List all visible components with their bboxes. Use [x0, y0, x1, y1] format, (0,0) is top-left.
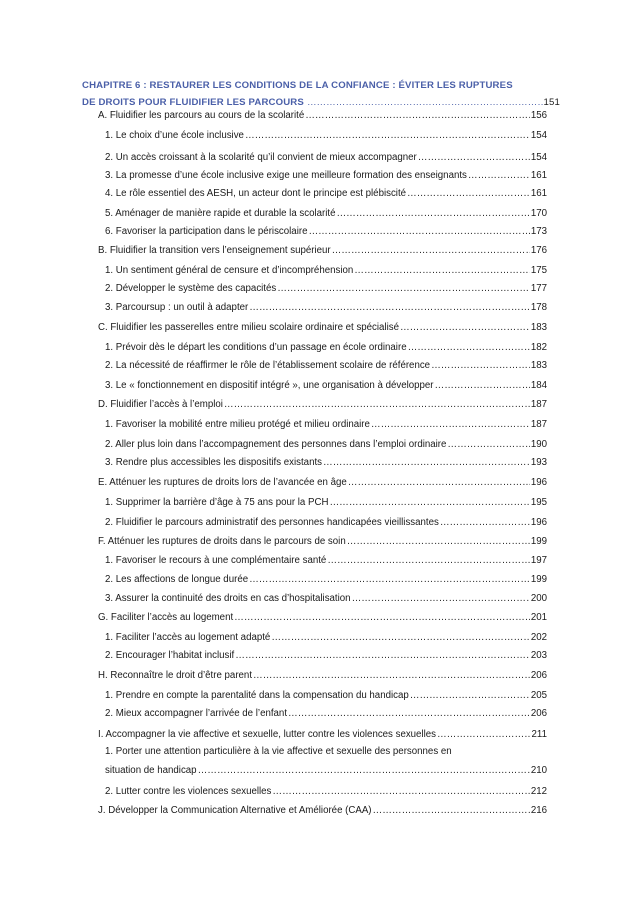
leader-dots: [336, 208, 529, 220]
leader-dots: [272, 786, 529, 798]
toc-subsection-entry[interactable]: [105, 380, 547, 392]
toc-page-number: 178: [530, 302, 547, 313]
toc-page-number: 206: [530, 670, 547, 681]
toc-entry-line[interactable]: 1. Porter une attention particulière à la vie affective et sexuelle des personnes en: [105, 746, 452, 757]
toc-section-entry[interactable]: [98, 670, 547, 682]
toc-section-entry[interactable]: [98, 805, 547, 817]
toc-subsection-entry[interactable]: [105, 786, 547, 798]
toc-page-number: 170: [530, 208, 547, 219]
toc-page-number: 200: [530, 593, 547, 604]
toc-entry-label: 3. La promesse d’une école inclusive exige une meilleure formation des enseignants: [105, 170, 467, 181]
leader-dots: [249, 574, 530, 586]
toc-page-number: 154: [530, 152, 547, 163]
toc-page-number: 211: [531, 729, 547, 740]
toc-section-entry[interactable]: [98, 110, 547, 122]
leader-dots: [408, 342, 530, 354]
toc-subsection-entry[interactable]: [105, 555, 547, 567]
toc-entry-label: 1. Favoriser le recours à une complémentaire santé: [105, 555, 327, 566]
leader-dots: [253, 670, 530, 682]
toc-page-number: 173: [530, 226, 547, 237]
leader-dots: [347, 536, 530, 548]
leader-dots: [288, 708, 530, 720]
leader-dots: [329, 497, 529, 509]
toc-section-entry[interactable]: [98, 612, 547, 624]
toc-page-number: 184: [530, 380, 547, 391]
toc-entry-label: 1. Prévoir dès le départ les conditions d’un passage en école ordinaire: [105, 342, 407, 353]
toc-entry-label: situation de handicap: [105, 765, 197, 776]
toc-subsection-entry[interactable]: [105, 497, 547, 509]
toc-entry-label: 2. Encourager l’habitat inclusif: [105, 650, 235, 661]
toc-subsection-entry[interactable]: [105, 342, 547, 354]
leader-dots: [307, 94, 543, 111]
toc-section-entry[interactable]: [98, 729, 547, 741]
leader-dots: [373, 805, 530, 817]
leader-dots: [224, 399, 530, 411]
toc-subsection-entry[interactable]: [105, 152, 547, 164]
toc-entry-label: I. Accompagner la vie affective et sexuelle, lutter contre les violences sexuelles: [98, 729, 436, 740]
leader-dots: [234, 612, 530, 624]
toc-subsection-entry[interactable]: [105, 457, 547, 469]
toc-subsection-entry[interactable]: [105, 439, 547, 451]
leader-dots: [249, 302, 530, 314]
toc-entry-label: 1. Le choix d’une école inclusive: [105, 130, 244, 141]
toc-page-number: 205: [530, 690, 547, 701]
leader-dots: [271, 632, 530, 644]
leader-dots: [400, 322, 530, 334]
toc-entry-label: A. Fluidifier les parcours au cours de la scolarité: [98, 110, 305, 121]
toc-section-entry[interactable]: [98, 245, 547, 257]
toc-page-number: 203: [530, 650, 547, 661]
toc-entry-label: 1. Prendre en compte la parentalité dans la compensation du handicap: [105, 690, 409, 701]
leader-dots: [235, 650, 530, 662]
toc-page-number: 197: [530, 555, 547, 566]
toc-page-number: 175: [530, 265, 547, 276]
toc-entry-label: 2. Fluidifier le parcours administratif des personnes handicapées vieillissantes: [105, 517, 439, 528]
leader-dots: [323, 457, 530, 469]
toc-section-entry[interactable]: [98, 536, 547, 548]
chapter-title-text: DE DROITS POUR FLUIDIFIER LES PARCOURS: [82, 97, 304, 108]
leader-dots: [245, 130, 530, 142]
toc-subsection-entry[interactable]: [105, 632, 547, 644]
toc-entry-label: 3. Assurer la continuité des droits en cas d’hospitalisation: [105, 593, 351, 604]
leader-dots: [431, 360, 530, 372]
toc-page-number: 201: [530, 612, 547, 623]
toc-subsection-entry[interactable]: [105, 765, 547, 777]
toc-subsection-entry[interactable]: [105, 226, 547, 238]
leader-dots: [407, 188, 530, 200]
leader-dots: [437, 729, 531, 741]
toc-page-number: 187: [530, 399, 547, 410]
toc-entry-label: 3. Le « fonctionnement en dispositif intégré », une organisation à développer: [105, 380, 434, 391]
toc-subsection-entry[interactable]: [105, 188, 547, 200]
toc-entry-label: F. Atténuer les ruptures de droits dans le parcours de soin: [98, 536, 346, 547]
toc-entry-label: 5. Aménager de manière rapide et durable la scolarité: [105, 208, 336, 219]
chapter-heading[interactable]: [82, 77, 560, 111]
leader-dots: [352, 593, 530, 605]
toc-entry-label: 4. Le rôle essentiel des AESH, un acteur dont le principe est plébiscité: [105, 188, 407, 199]
toc-entry-label: 2. Développer le système des capacités: [105, 283, 277, 294]
toc-subsection-entry[interactable]: [105, 650, 547, 662]
toc-entry-label: 2. La nécessité de réaffirmer le rôle de l’établissement scolaire de référence: [105, 360, 431, 371]
toc-subsection-entry[interactable]: [105, 690, 547, 702]
toc-entry-label: 3. Parcoursup : un outil à adapter: [105, 302, 249, 313]
toc-subsection-entry[interactable]: [105, 265, 547, 277]
toc-entry-label: J. Développer la Communication Alternative et Améliorée (CAA): [98, 805, 372, 816]
toc-entry-label: 1. Favoriser la mobilité entre milieu protégé et milieu ordinaire: [105, 419, 370, 430]
toc-subsection-entry[interactable]: [105, 283, 547, 295]
toc-entry-label: 2. Aller plus loin dans l’accompagnement des personnes dans l’emploi ordinaire: [105, 439, 447, 450]
toc-page-number: 196: [530, 517, 547, 528]
toc-entry-label: 2. Les affections de longue durée: [105, 574, 249, 585]
toc-subsection-entry[interactable]: [105, 302, 547, 314]
toc-subsection-entry[interactable]: [105, 170, 547, 182]
toc-entry-label: E. Atténuer les ruptures de droits lors de l’avancée en âge: [98, 477, 347, 488]
toc-entry-label: D. Fluidifier l’accès à l’emploi: [98, 399, 223, 410]
leader-dots: [348, 477, 530, 489]
toc-page-number: 183: [530, 360, 547, 371]
leader-dots: [410, 690, 530, 702]
toc-subsection-entry[interactable]: [105, 708, 547, 720]
toc-entry-label: 2. Mieux accompagner l’arrivée de l’enfant: [105, 708, 288, 719]
toc-page-number: 154: [530, 130, 547, 141]
toc-page-number: 196: [530, 477, 547, 488]
leader-dots: [418, 152, 530, 164]
toc-entry-label: 3. Rendre plus accessibles les dispositifs existants: [105, 457, 322, 468]
toc-page-number: 216: [530, 805, 547, 816]
toc-page-number: 161: [530, 188, 547, 199]
leader-dots: [354, 265, 530, 277]
leader-dots: [435, 380, 530, 392]
toc-page-number: 187: [530, 419, 547, 430]
chapter-page-number: 151: [543, 97, 560, 108]
toc-subsection-entry[interactable]: [105, 130, 547, 142]
toc-entry-label: 1. Supprimer la barrière d’âge à 75 ans pour la PCH: [105, 497, 329, 508]
leader-dots: [371, 419, 530, 431]
toc-entry-label: 1. Un sentiment général de censure et d’incompréhension: [105, 265, 354, 276]
toc-page-number: 195: [530, 497, 547, 508]
toc-page-number: 206: [530, 708, 547, 719]
leader-dots: [440, 517, 530, 529]
toc-page-number: 199: [530, 574, 547, 585]
leader-dots: [277, 283, 530, 295]
toc-subsection-entry[interactable]: [105, 208, 547, 220]
toc-section-entry[interactable]: [98, 399, 547, 411]
leader-dots: [305, 110, 530, 122]
toc-page-number: 202: [530, 632, 547, 643]
toc-page-number: 177: [530, 283, 547, 294]
toc-page-number: 210: [530, 765, 547, 776]
toc-entry-label: B. Fluidifier la transition vers l’enseignement supérieur: [98, 245, 331, 256]
toc-subsection-entry[interactable]: [105, 360, 547, 372]
toc-subsection-entry[interactable]: [105, 419, 547, 431]
toc-page-number: 182: [530, 342, 547, 353]
toc-page-number: 190: [530, 439, 547, 450]
leader-dots: [468, 170, 530, 182]
toc-page-number: 176: [530, 245, 547, 256]
toc-page-number: 199: [530, 536, 547, 547]
toc-entry-label: C. Fluidifier les passerelles entre milieu scolaire ordinaire et spécialisé: [98, 322, 399, 333]
toc-entry-label: 2. Un accès croissant à la scolarité qu’il convient de mieux accompagner: [105, 152, 417, 163]
chapter-title-line-2: [82, 94, 560, 111]
leader-dots: [327, 555, 530, 567]
toc-entry-label: 2. Lutter contre les violences sexuelles: [105, 786, 272, 797]
toc-section-entry[interactable]: [98, 322, 547, 334]
chapter-title-line-1: CHAPITRE 6 : RESTAURER LES CONDITIONS DE LA CONFIANCE : ÉVITER LES RUPTURES: [82, 80, 513, 91]
toc-entry-label: 6. Favoriser la participation dans le périscolaire: [105, 226, 308, 237]
toc-page-number: 156: [530, 110, 547, 121]
leader-dots: [447, 439, 529, 451]
toc-subsection-entry[interactable]: [105, 517, 547, 529]
toc-page-number: 193: [530, 457, 547, 468]
toc-page-number: 161: [530, 170, 547, 181]
toc-subsection-entry[interactable]: [105, 574, 547, 586]
toc-subsection-entry[interactable]: [105, 593, 547, 605]
toc-entry-label: H. Reconnaître le droit d’être parent: [98, 670, 253, 681]
toc-section-entry[interactable]: [98, 477, 547, 489]
toc-page-number: 183: [530, 322, 547, 333]
toc-entry-label: 1. Faciliter l’accès au logement adapté: [105, 632, 271, 643]
leader-dots: [308, 226, 529, 238]
leader-dots: [198, 765, 530, 777]
toc-entry-label: G. Faciliter l’accès au logement: [98, 612, 234, 623]
leader-dots: [332, 245, 530, 257]
toc-page-number: 212: [530, 786, 547, 797]
